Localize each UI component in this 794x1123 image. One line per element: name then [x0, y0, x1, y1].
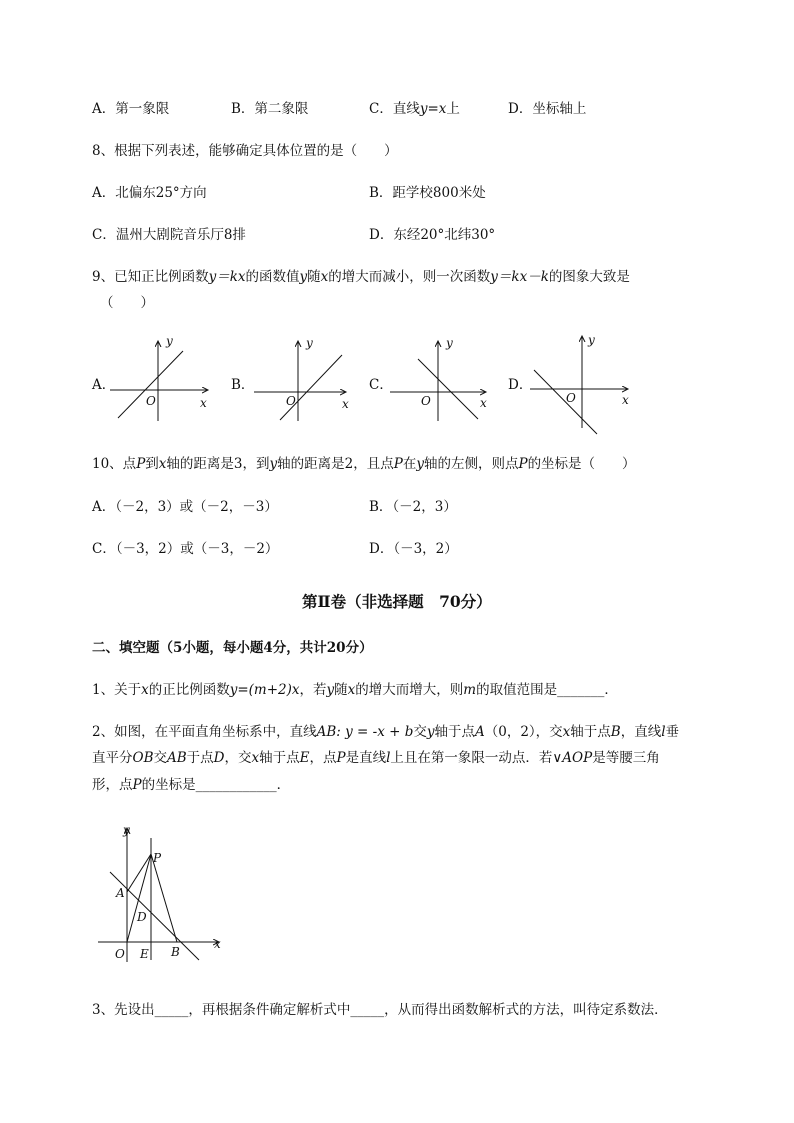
origin-label: O — [566, 391, 576, 405]
fill2-part: 交 — [153, 750, 167, 766]
fill2-var-x: x — [251, 750, 260, 766]
segment-pb — [151, 854, 177, 942]
fill1-stem — [92, 681, 618, 699]
fill2-part: ，直线 — [620, 724, 662, 740]
fill2-part: 的坐标是____________． — [141, 777, 291, 793]
q10-option-b: B．（－2，3） — [369, 499, 457, 515]
q10-point-p: P — [518, 456, 528, 472]
x-axis-label: x — [622, 393, 629, 407]
fill1-part: 的正比例函数 — [148, 682, 230, 698]
q10-var-y: y — [269, 456, 278, 472]
q8-stem: 8、根据下列表述，能够确定具体位置的是（ ） — [92, 143, 398, 159]
point-a-label: A — [116, 886, 125, 900]
q7-option-c — [369, 100, 460, 118]
q10-point-p: P — [393, 456, 403, 472]
q9-expr-linear: y＝kx－k — [490, 269, 549, 285]
fill2-line1 — [92, 723, 679, 741]
x-axis-label: x — [480, 396, 487, 410]
q9-expr-direct: y＝kx — [208, 269, 246, 285]
fill2-part: 是等腰三角 — [592, 750, 660, 766]
q9-graph-b — [250, 335, 360, 425]
q8-option-c: C．温州大剧院音乐厅8排 — [92, 227, 246, 243]
y-axis-label: y — [588, 333, 595, 347]
x-axis-label: x — [342, 397, 349, 411]
point-b-label: B — [171, 945, 180, 959]
q9-var-y: y — [299, 269, 308, 285]
fill2-part: （0，2），交 — [484, 724, 563, 740]
q10-stem-part: 在 — [402, 456, 417, 472]
q9-option-b-label: B． — [231, 377, 255, 393]
q9-var-x: x — [320, 269, 329, 285]
q7-option-b: B．第二象限 — [231, 101, 309, 117]
fill2-part: 轴于点 — [259, 750, 300, 766]
fill2-point-b: B — [610, 724, 621, 740]
q9-graph-d — [530, 330, 640, 440]
q10-option-d: D．（－3，2） — [369, 541, 458, 557]
fill2-part: 上且在第一象限一动点．若 — [390, 750, 553, 766]
fill2-part: ，交 — [224, 750, 252, 766]
section-heading: 二、填空题（5小题，每小题4分，共计20分） — [92, 640, 373, 656]
fill1-var-m: m — [463, 682, 477, 698]
part2-title: 第Ⅱ卷（非选择题 70分） — [302, 592, 492, 611]
q10-stem-part: 10、点 — [92, 456, 137, 472]
fill1-expr: y=(m+2)x — [229, 682, 300, 698]
y-axis-label: y — [123, 823, 130, 837]
fill1-part: ，若 — [299, 682, 327, 698]
fill2-part: 2、如图，在平面直角坐标系中，直线 — [92, 724, 317, 740]
q8-option-a: A．北偏东25°方向 — [92, 185, 207, 201]
q10-stem-part: 轴的距离是2，且点 — [277, 456, 394, 472]
q7-option-a: A．第一象限 — [92, 101, 170, 117]
fill2-line-ab: AB — [316, 724, 337, 740]
fill1-part: 的增大而增大，则 — [355, 682, 464, 698]
q10-point-p: P — [136, 456, 146, 472]
fill2-point-p: P — [336, 750, 346, 766]
fill2-figure — [95, 822, 230, 967]
fill2-part: 是直线 — [345, 750, 387, 766]
fill2-part: 形，点 — [92, 777, 133, 793]
q7-option-c-expr: y=x — [419, 101, 447, 117]
fill2-point-e: E — [299, 750, 310, 766]
point-p-label: P — [153, 851, 162, 865]
q10-var-y: y — [416, 456, 424, 472]
fill2-part: 轴于点 — [434, 724, 475, 740]
q10-option-a: A．（－2，3）或（－2，－3） — [92, 499, 278, 515]
fill2-point-d: D — [213, 750, 225, 766]
fill2-line-ab: AB — [167, 750, 187, 766]
fill1-part: 的取值范围是_______． — [476, 682, 618, 698]
q10-var-x: x — [158, 456, 167, 472]
y-axis-label: y — [306, 336, 313, 350]
fill2-point-p: P — [132, 777, 142, 793]
x-axis-label: x — [200, 396, 207, 410]
fill2-triangle-aop: ∨AOP — [552, 750, 593, 766]
q9-stem — [92, 268, 630, 286]
function-line — [280, 355, 342, 420]
y-axis-label: y — [166, 334, 173, 348]
fill1-part: 1、关于 — [92, 682, 142, 698]
q10-stem-part: 的坐标是（ ） — [527, 456, 636, 472]
y-axis-label: y — [446, 336, 453, 350]
function-line — [418, 359, 478, 419]
fill2-segment-ob: OB — [132, 750, 154, 766]
fill2-var-x: x — [562, 724, 571, 740]
q9-option-a-label: A． — [92, 377, 116, 393]
fill2-part: 垂 — [665, 724, 680, 740]
q10-stem-part: 轴的左侧，则点 — [423, 456, 519, 472]
fill1-var-x: x — [347, 682, 356, 698]
origin-label: O — [146, 394, 156, 408]
segment-ap — [127, 854, 151, 892]
q10-stem — [92, 455, 636, 473]
segment-op — [127, 854, 151, 942]
fill2-part: 轴于点 — [570, 724, 611, 740]
q8-option-d: D．东经20°北纬30° — [369, 227, 496, 243]
q9-stem-part: 9、已知正比例函数 — [92, 269, 209, 285]
fill2-line-l: l — [661, 724, 666, 740]
fill2-line3 — [92, 776, 290, 794]
q9-stem-part: 的增大而减小，则一次函数 — [328, 269, 491, 285]
q10-option-c: C．（－3，2）或（－3，－2） — [92, 541, 279, 557]
q7-option-c-tail: 上 — [446, 101, 460, 117]
x-axis-label: x — [214, 937, 221, 951]
q9-stem-part: 的图象大致是 — [548, 269, 630, 285]
fill2-var-y: y — [426, 724, 435, 740]
point-o-label: O — [115, 947, 125, 961]
q9-graph-c — [390, 335, 500, 425]
fill1-var-x: x — [141, 682, 149, 698]
q8-option-b: B．距学校800米处 — [369, 185, 486, 201]
q10-stem-part: 轴的距离是3，到 — [166, 456, 270, 472]
fill2-part: ，点 — [309, 750, 337, 766]
fill2-part: 于点 — [186, 750, 214, 766]
origin-label: O — [286, 394, 296, 408]
fill2-line2 — [92, 749, 660, 767]
fill1-part: 随 — [334, 682, 348, 698]
point-e-label: E — [140, 947, 149, 961]
q9-stem-part: 随 — [307, 269, 321, 285]
q7-option-c-label: C．直线 — [369, 101, 420, 117]
fill3-stem: 3、先设出_____，再根据条件确定解析式中_____，从而得出函数解析式的方法，叫待定系数法． — [92, 1002, 668, 1018]
q9-option-c-label: C． — [369, 377, 393, 393]
point-d-label: D — [137, 910, 147, 924]
q9-stem-part: 的函数值 — [245, 269, 300, 285]
q9-answer-paren: （ ） — [100, 295, 154, 311]
fill2-part: 直平分 — [92, 750, 133, 766]
fill2-part: 交 — [413, 724, 427, 740]
fill2-equation: : y = -x + b — [336, 724, 414, 740]
fill2-point-a: A — [474, 724, 485, 740]
fill1-var-y: y — [326, 682, 335, 698]
q9-option-d-label: D． — [508, 377, 533, 393]
q9-graph-a — [110, 335, 220, 425]
fill2-line-l: l — [386, 750, 391, 766]
q10-stem-part: 到 — [145, 456, 159, 472]
q7-option-d: D．坐标轴上 — [508, 101, 587, 117]
origin-label: O — [421, 394, 431, 408]
